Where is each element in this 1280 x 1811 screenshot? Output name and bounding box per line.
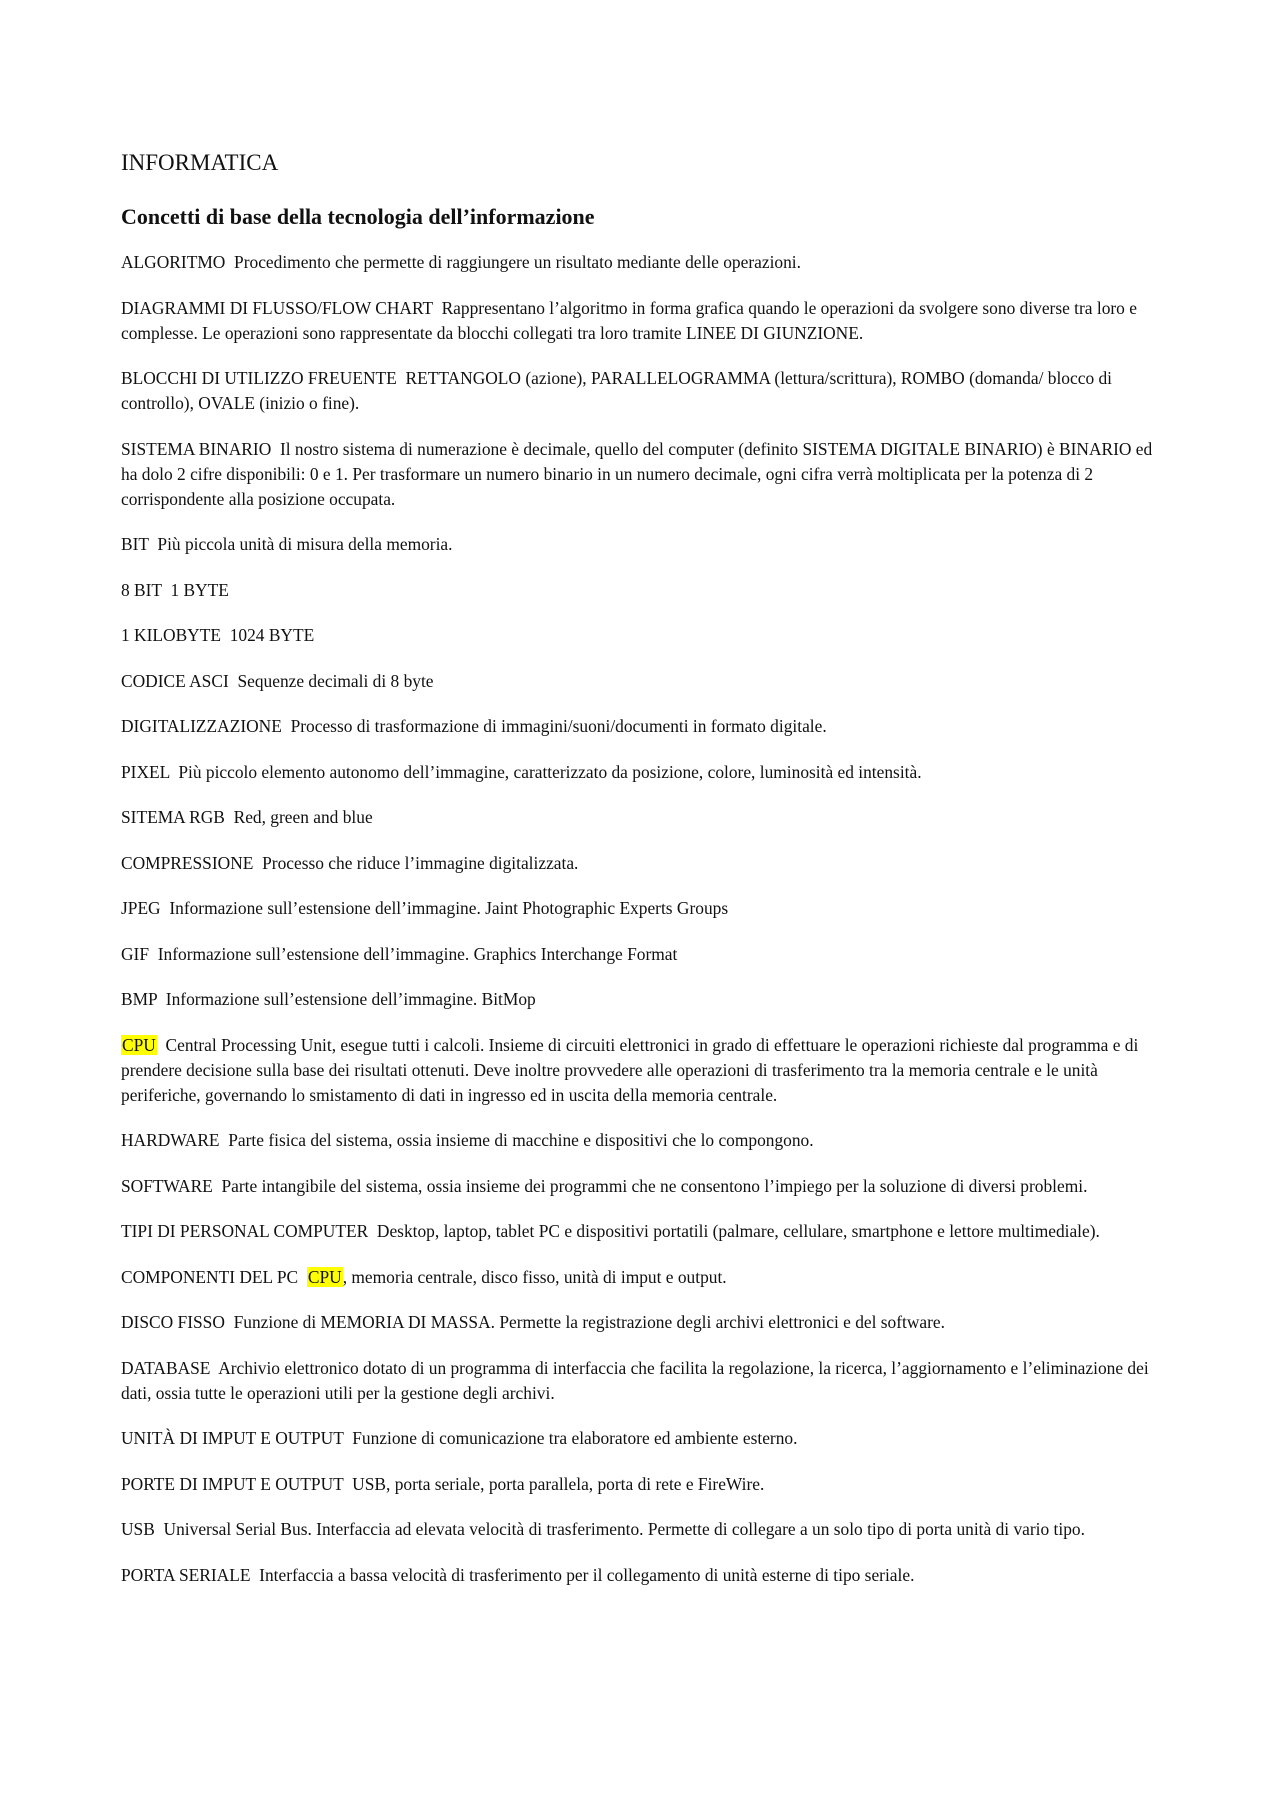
glossary-entry-diagrammi-di-flusso	[121, 296, 1171, 346]
entry-term: DIAGRAMMI DI FLUSSO/FLOW CHART	[121, 297, 433, 318]
entry-term: COMPRESSIONE	[121, 852, 254, 873]
entry-definition: 1024 BYTE	[229, 625, 315, 645]
entry-definition: Procedimento che permette di raggiungere un risultato mediante delle operazioni.	[234, 252, 801, 272]
entry-definition: Funzione di MEMORIA DI MASSA. Permette la registrazione degli archivi elettronici e del software.	[233, 1312, 946, 1332]
glossary-entry-kilobyte	[121, 623, 1171, 648]
glossary-entry-disco-fisso	[121, 1310, 1171, 1335]
glossary-entry-blocchi	[121, 366, 1171, 416]
entry-term: DISCO FISSO	[121, 1312, 225, 1332]
entry-definition: Più piccola unità di misura della memoria.	[157, 534, 453, 554]
entry-definition: Sequenze decimali di 8 byte	[237, 670, 434, 691]
entry-term: 8 BIT	[121, 579, 162, 600]
entry-term: PIXEL	[121, 761, 170, 782]
glossary-entry-porte-imput-output	[121, 1472, 1171, 1497]
entry-definition: Parte intangibile del sistema, ossia insieme dei programmi che ne consentono l’impiego per la soluzione di diversi problemi.	[221, 1175, 1088, 1196]
glossary-entry-porta-seriale	[121, 1563, 1171, 1588]
entry-term: SITEMA RGB	[121, 807, 225, 827]
glossary-entry-algoritmo	[121, 250, 1171, 275]
glossary-entry-bmp	[121, 987, 1171, 1012]
entry-term: ALGORITMO	[121, 252, 226, 272]
entry-definition: Interfaccia a bassa velocità di trasferimento per il collegamento di unità esterne di tipo seriale.	[259, 1564, 915, 1585]
entry-definition: RETTANGOLO (azione), PARALLELOGRAMMA (lettura/scrittura), ROMBO (domanda/ blocco di controllo), OVALE (inizio o fine).	[121, 368, 1113, 413]
glossary-entry-cpu	[121, 1033, 1171, 1108]
entry-term: 1 KILOBYTE	[121, 625, 221, 645]
entry-term: COMPONENTI DEL PC	[121, 1266, 299, 1287]
entry-definition: Central Processing Unit, esegue tutti i calcoli. Insieme di circuiti elettronici in grado di effettuare le operazioni richieste dal programma e di prendere decisione sulla base dei risultati ottenuti. Deve inoltre provvedere alle operazioni di trasferimento tra la memoria centrale e le unità periferiche, governando lo smistamento di dati in ingresso ed in uscita della memoria centrale.	[121, 1034, 1139, 1105]
entry-definition: USB, porta seriale, porta parallela, porta di rete e FireWire.	[352, 1473, 765, 1494]
entry-term: PORTE DI IMPUT E OUTPUT	[121, 1473, 344, 1494]
glossary-entry-gif	[121, 942, 1171, 967]
glossary-entry-pixel	[121, 760, 1171, 785]
entry-term: TIPI DI PERSONAL COMPUTER	[121, 1221, 369, 1241]
glossary-entry-hardware	[121, 1128, 1171, 1153]
entry-term: GIF	[121, 943, 150, 964]
entry-definition: Processo che riduce l’immagine digitalizzata.	[262, 852, 579, 873]
entry-definition: Informazione sull’estensione dell’immagine. Graphics Interchange Format	[157, 943, 678, 964]
glossary-entry-database	[121, 1356, 1171, 1406]
entry-definition: Desktop, laptop, tablet PC e dispositivi portatili (palmare, cellulare, smartphone e lettore multimediale).	[376, 1221, 1100, 1241]
document-title: INFORMATICA	[121, 150, 279, 175]
entry-definition: 1 BYTE	[170, 579, 229, 600]
document-subtitle: Concetti di base della tecnologia dell’informazione	[121, 204, 595, 229]
glossary-entry-componenti-del-pc	[121, 1265, 1171, 1290]
glossary-entry-sitema-rgb	[121, 805, 1171, 830]
glossary-entry-unita-imput-output	[121, 1426, 1171, 1451]
entry-term: BLOCCHI DI UTILIZZO FREUENTE	[121, 368, 397, 388]
entry-term: UNITÀ DI IMPUT E OUTPUT	[121, 1428, 344, 1448]
entry-definition: Informazione sull’estensione dell’immagine. Jaint Photographic Experts Groups	[169, 898, 729, 918]
entry-term: CODICE ASCI	[121, 670, 229, 691]
entry-term: HARDWARE	[121, 1130, 220, 1150]
entry-definition: Rappresentano l’algoritmo in forma grafica quando le operazioni da svolgere sono diverse tra loro e complesse. Le operazioni sono rappresentate da blocchi collegati tra loro tramite LINEE DI GIUNZIONE.	[121, 297, 1137, 343]
glossary-entry-8-bit	[121, 578, 1171, 603]
entry-definition: Universal Serial Bus. Interfaccia ad elevata velocità di trasferimento. Permette di collegare a un solo tipo di porta unità di vario tipo.	[163, 1519, 1085, 1539]
entry-term: BIT	[121, 534, 149, 554]
document-body	[121, 148, 1171, 1608]
entry-term: SOFTWARE	[121, 1175, 213, 1196]
entry-term: USB	[121, 1519, 155, 1539]
glossary-entry-sistema-binario	[121, 437, 1171, 512]
entry-definition: Parte fisica del sistema, ossia insieme di macchine e dispositivi che lo compongono.	[228, 1130, 814, 1150]
glossary-entry-bit	[121, 532, 1171, 557]
entry-definition: Red, green and blue	[233, 807, 373, 827]
glossary-entry-codice-asci	[121, 669, 1171, 694]
entry-definition: Processo di trasformazione di immagini/suoni/documenti in formato digitale.	[290, 716, 827, 736]
entry-term: JPEG	[121, 898, 161, 918]
entry-definition: , memoria centrale, disco fisso, unità di imput e output.	[342, 1266, 727, 1287]
entry-definition: Funzione di comunicazione tra elaboratore ed ambiente esterno.	[352, 1428, 798, 1448]
entry-definition-highlighted: CPU	[307, 1266, 342, 1287]
entry-term: DATABASE	[121, 1357, 211, 1378]
entry-definition: Più piccolo elemento autonomo dell’immagine, caratterizzato da posizione, colore, luminosità ed intensità.	[178, 761, 922, 782]
entry-definition: Informazione sull’estensione dell’immagine. BitMop	[165, 989, 536, 1009]
glossary-entry-digitalizzazione	[121, 714, 1171, 739]
entry-term-highlighted: CPU	[122, 1034, 156, 1055]
entry-definition: Archivio elettronico dotato di un programma di interfaccia che facilita la regolazione, la ricerca, l’aggiornamento e l’eliminazione dei dati, ossia tutte le operazioni utili per la gestione degli archivi.	[121, 1357, 1149, 1403]
entry-term: BMP	[121, 989, 158, 1009]
glossary-entry-jpeg	[121, 896, 1171, 921]
entry-term: DIGITALIZZAZIONE	[121, 716, 282, 736]
entry-term: PORTA SERIALE	[121, 1564, 251, 1585]
glossary-entry-software	[121, 1174, 1171, 1199]
entry-definition: Il nostro sistema di numerazione è decimale, quello del computer (definito SISTEMA DIGITALE BINARIO) è BINARIO ed ha dolo 2 cifre disponibili: 0 e 1. Per trasformare un numero binario in un numero decimale, ogni cifra verrà moltiplicata per la potenza di 2 corrispondente alla posizione occupata.	[121, 438, 1153, 509]
glossary-entry-tipi-di-personal-computer	[121, 1219, 1171, 1244]
entry-term: SISTEMA BINARIO	[121, 438, 272, 459]
glossary-entry-compressione	[121, 851, 1171, 876]
glossary-entry-usb	[121, 1517, 1171, 1542]
